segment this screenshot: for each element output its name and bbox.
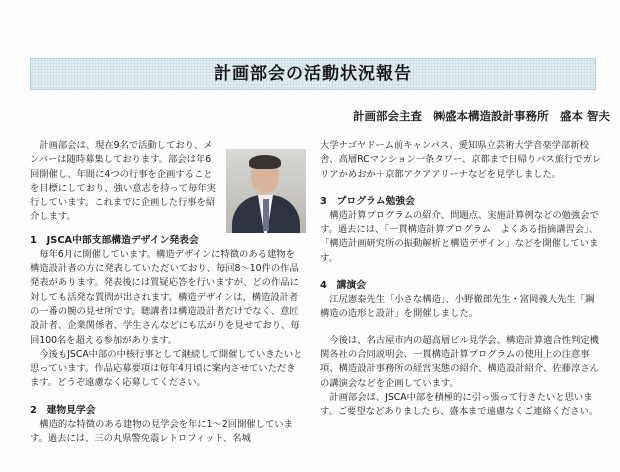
section-2-heading: 2 建物見学会 — [30, 404, 96, 416]
photo-tie — [263, 199, 269, 231]
section-2-continuation: 大学ナゴヤドーム前キャンパス、愛知県立芸術大学音楽学部新校舎、高層RCマンション一条タワー、京都まで日帰りバス旅行でガレリアかめおか＋京都アクアアリーナなどを見学しました。 — [320, 140, 602, 180]
section-1-paragraph-2: 今後もJSCA中部の中核行事として継続して開催していきたいと思っています。作品応募要項は毎年4月頃に案内させていただきます。どうぞ遠慮なく応募してください。 — [30, 348, 303, 389]
section-1-heading: 1 JSCA中部支部構造デザイン発表会 — [30, 234, 199, 246]
section-3-heading: 3 プログラム勉強会 — [320, 195, 415, 207]
intro-block — [30, 139, 304, 225]
section-2-paragraph-1: 構造的な特徴のある建物の見学会を年に1〜2回開催しています。過去には、三の丸県警免震レトロフィット、名城 — [30, 418, 293, 445]
title-band — [30, 58, 596, 90]
right-column — [320, 139, 602, 419]
author-photo — [226, 149, 306, 233]
section-4-heading: 4 講演会 — [320, 280, 367, 292]
future-plans-paragraph: 今後は、名古屋市内の超高層ビル見学会、構造計算適合性判定機関各社の合同説明会、一貫構造計算プログラムの使用上の注意事項、構造設計事務所の経営実態の紹介、構造設計紹介、佐藤淳さんの講演会などを企画しています。 — [320, 334, 599, 389]
closing-paragraph: 計画部会は、JSCA中部を積極的に引っ張って行きたいと思います。ご要望などありましたら、盛本まで遠慮なくご連絡ください。 — [320, 391, 599, 418]
section-4-paragraph: 江尻憲泰先生「小さな構造」、小野徹郎先生・富岡義人先生「鋼構造の造形と設計」を開催しました。 — [320, 294, 595, 320]
author-line: 計画部会主査 ㈱盛本構造設計事務所 盛本 智夫 — [352, 109, 610, 123]
page-title: 計画部会の活動状況報告 — [214, 64, 412, 84]
section-1-paragraph-1: 毎年6月に開催しています。構造デザインに特徴のある建物を構造設計者の方に発表していただいており、毎回8〜10件の作品発表があります。発表後には質疑応答を行いますが、どの作品に対しても活発な質問が出されます。構造デザインは、構造設計者の一番の腕の見せ所です。聴講者は構造設計者だけでなく、意匠設計者、企業関係者、学生さんなどにも広がりを見せており、毎回100名を超える参加があります。 — [30, 248, 300, 346]
left-column — [30, 139, 304, 446]
photo-hair — [249, 155, 281, 169]
intro-paragraph: 計画部会は、現在9名で活動しており、メンバーは随時募集しております。部会は年6回開催し、年間に4つの行事を企画することを目標にしており、強い意志を持って毎年実行しています。これまでに企画した行事を紹介します。 — [30, 140, 216, 223]
section-3-paragraph: 構造計算プログラムの紹介、問題点、実施計算例などの勉強会です。過去には、「一貫構造計算プログラム よくある指摘講習会」、「構造計画研究所の振動解析と構造デザイン」などを開催しています。 — [320, 209, 599, 264]
